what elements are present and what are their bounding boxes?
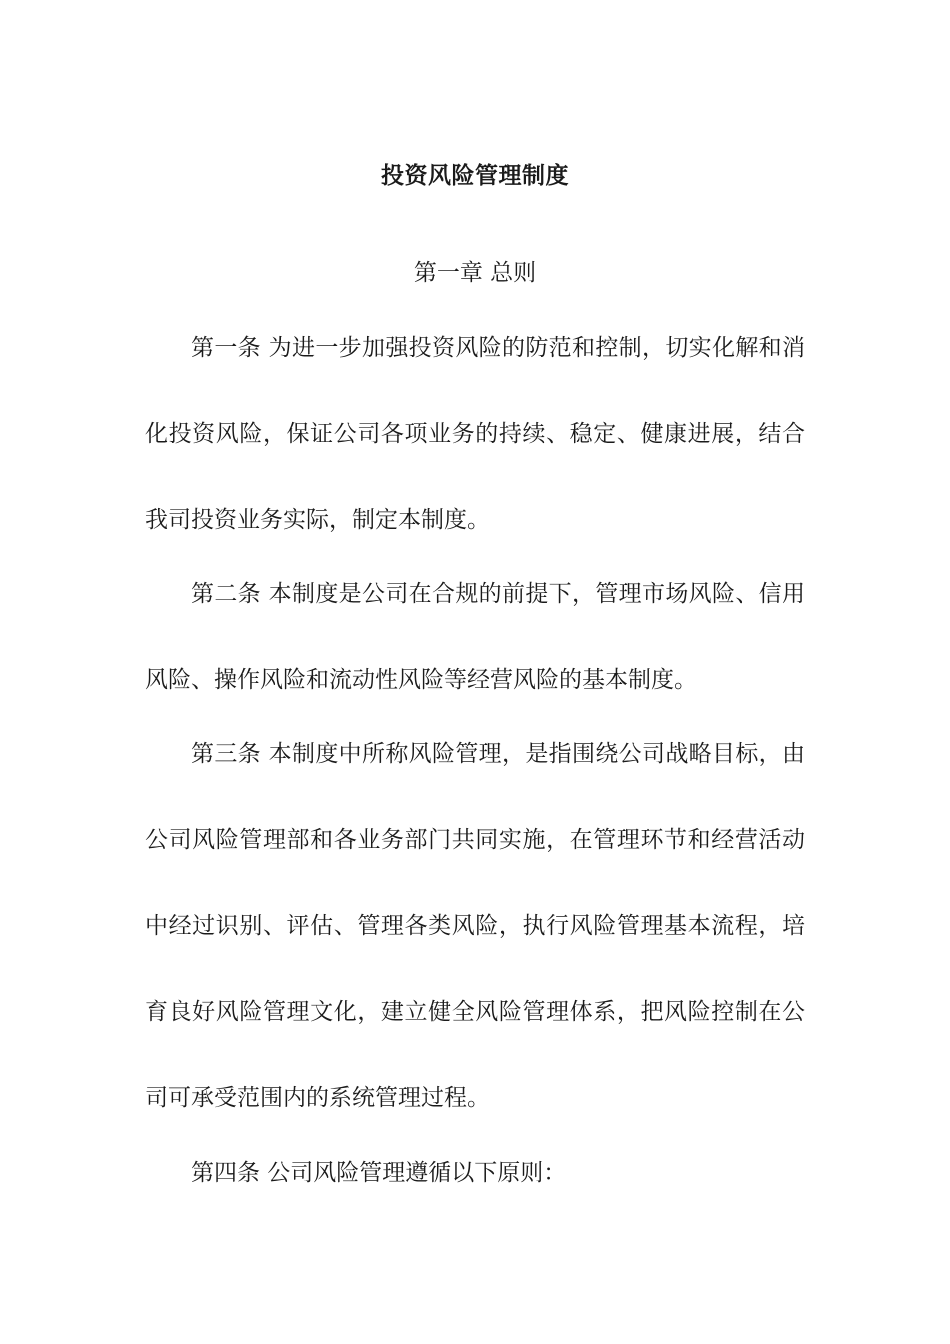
article-3-paragraph: 第三条 本制度中所称风险管理，是指围绕公司战略目标，由公司风险管理部和各业务部门共同实施，在管理环节和经营活动中经过识别、评估、管理各类风险，执行风险管理基本流程，培育良好风险管理文化，建立健全风险管理体系，把风险控制在公司可承受范围内的系统管理过程。 (145, 741, 805, 1111)
chapter-heading: 第一章 总则 (413, 260, 537, 286)
article-1-paragraph: 第一条 为进一步加强投资风险的防范和控制，切实化解和消化投资风险，保证公司各项业务的持续、稳定、健康进展，结合我司投资业务实际，制定本制度。 (145, 335, 805, 533)
article-4-paragraph: 第四条 公司风险管理遵循以下原则： (191, 1160, 567, 1186)
document-title: 投资风险管理制度 (381, 163, 569, 189)
article-2-paragraph: 第二条 本制度是公司在合规的前提下，管理市场风险、信用风险、操作风险和流动性风险等经营风险的基本制度。 (145, 581, 805, 693)
